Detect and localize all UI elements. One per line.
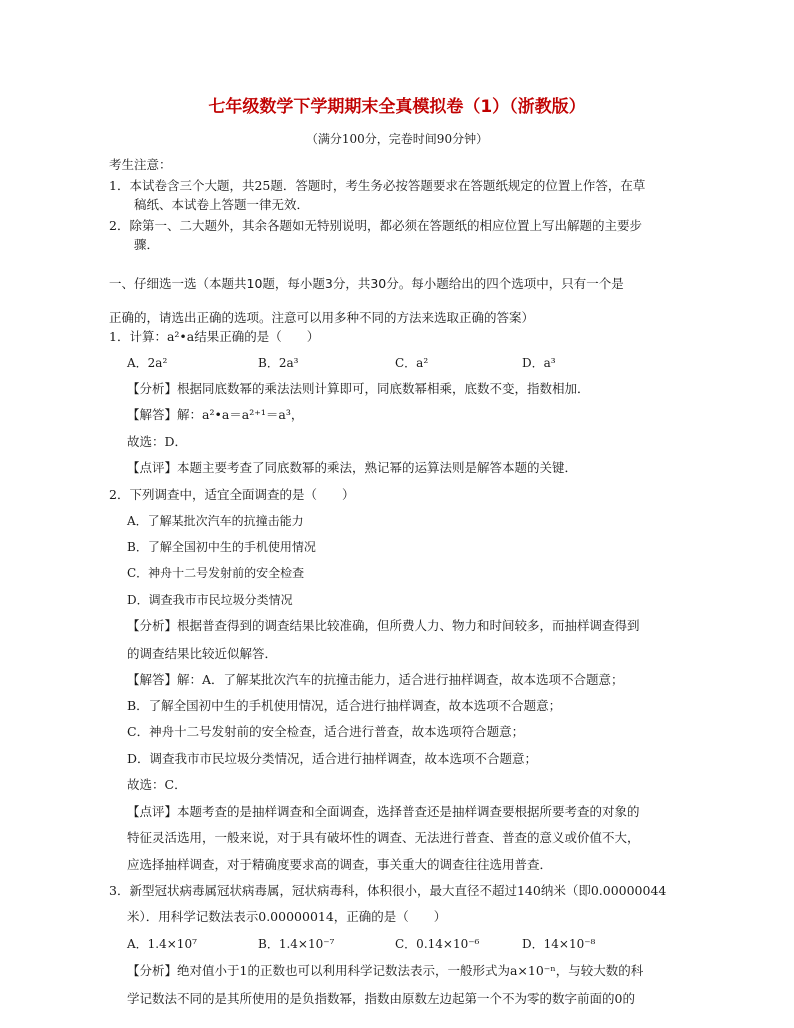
option-a: A．了解某批次汽车的抗撞击能力 bbox=[127, 514, 304, 528]
notice-line: 稿纸、本试卷上答题一律无效． bbox=[134, 197, 310, 212]
analysis: 【分析】根据同底数幂的乘法法则计算即可，同底数幂相乘，底数不变，指数相加． bbox=[127, 381, 590, 396]
option-d: D．调查我市市民垃圾分类情况 bbox=[127, 593, 293, 607]
question-stem: 3．新型冠状病毒属冠状病毒属，冠状病毒科，体积很小，最大直径不超过140纳米（即0.00000044 bbox=[109, 883, 667, 898]
answer: B．了解全国初中生的手机使用情况，适合进行抽样调查，故本选项不合题意； bbox=[127, 698, 562, 713]
option-a: A．1.4×10⁷ bbox=[127, 937, 197, 951]
choice: 故选：D． bbox=[127, 434, 188, 449]
section-heading: 正确的，请选出正确的选项。注意可以用多种不同的方法来选取正确的答案） bbox=[109, 310, 535, 325]
option-b: B．1.4×10⁻⁷ bbox=[258, 937, 335, 951]
notice-line: 2．除第一、二大题外，其余各题如无特别说明，都必须在答题纸的相应位置上写出解题的主要步 bbox=[109, 218, 642, 233]
option-a: A．2a² bbox=[127, 356, 168, 370]
analysis: 学记数法不同的是其所使用的是负指数幂，指数由原数左边起第一个不为零的数字前面的0的 bbox=[127, 991, 635, 1006]
question-stem: 1．计算：a²•a结果正确的是（ ） bbox=[109, 329, 320, 344]
choice: 故选：C． bbox=[127, 777, 187, 792]
option-c: C．神舟十二号发射前的安全检查 bbox=[127, 566, 305, 580]
question-stem: 2．下列调查中，适宜全面调查的是（ ） bbox=[109, 487, 355, 502]
notice-line: 骤． bbox=[134, 237, 160, 252]
question-stem: 米）．用科学记数法表示0.00000014，正确的是（ ） bbox=[127, 909, 447, 924]
option-d: D．14×10⁻⁸ bbox=[522, 937, 596, 951]
page-title: 七年级数学下学期期末全真模拟卷（1）（浙教版） bbox=[208, 97, 586, 117]
option-d: D．a³ bbox=[522, 356, 556, 370]
option-c: C．0.14×10⁻⁶ bbox=[395, 937, 480, 951]
option-c: C．a² bbox=[395, 356, 429, 370]
option-b: B．2a³ bbox=[258, 356, 299, 370]
notice-heading: 考生注意： bbox=[109, 157, 172, 172]
comment: 【点评】本题考查的是抽样调查和全面调查，选择普查还是抽样调查要根据所要考查的对象的 bbox=[127, 804, 640, 819]
analysis: 【分析】绝对值小于1的正数也可以利用科学记数法表示，一般形式为a×10⁻ⁿ，与较大数的科 bbox=[127, 963, 644, 978]
option-b: B．了解全国初中生的手机使用情况 bbox=[127, 540, 316, 554]
answer: C．神舟十二号发射前的安全检查，适合进行普查，故本选项符合题意； bbox=[127, 724, 525, 739]
page-subtitle: （满分100分，完卷时间90分钟） bbox=[305, 132, 489, 146]
comment: 应选择抽样调查，对于精确度要求高的调查，事关重大的调查往往选用普查． bbox=[127, 857, 553, 872]
answer: D．调查我市市民垃圾分类情况，适合进行抽样调查，故本选项不合题意； bbox=[127, 751, 538, 766]
comment: 【点评】本题主要考查了同底数幂的乘法，熟记幂的运算法则是解答本题的关键． bbox=[127, 460, 578, 475]
analysis: 的调查结果比较近似解答． bbox=[127, 646, 278, 661]
answer: 【解答】解：A．了解某批次汽车的抗撞击能力，适合进行抽样调查，故本选项不合题意； bbox=[127, 672, 624, 687]
analysis: 【分析】根据普查得到的调查结果比较准确，但所费人力、物力和时间较多，而抽样调查得到 bbox=[127, 618, 640, 633]
notice-line: 1．本试卷含三个大题，共25题．答题时，考生务必按答题要求在答题纸规定的位置上作答，在草 bbox=[109, 178, 646, 193]
answer: 【解答】解：a²•a＝a²⁺¹＝a³， bbox=[127, 407, 304, 422]
section-heading: 一、仔细选一选（本题共10题，每小题3分，共30分。每小题给出的四个选项中，只有一个是 bbox=[109, 276, 624, 291]
comment: 特征灵活选用，一般来说，对于具有破坏性的调查、无法进行普查、普查的意义或价值不大， bbox=[127, 830, 640, 845]
